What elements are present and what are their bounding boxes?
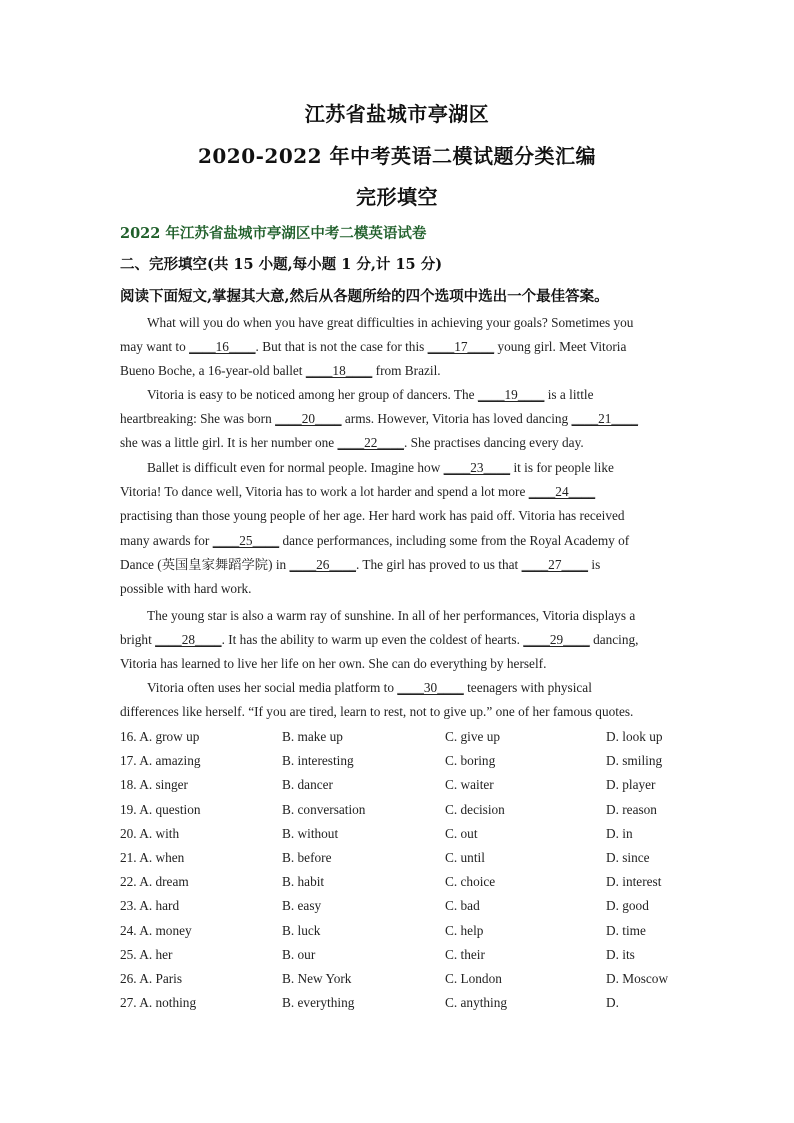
option-d: D. xyxy=(606,995,619,1011)
blank-25: ____25____ xyxy=(212,532,280,548)
option-d: D. look up xyxy=(606,729,663,744)
passage-text: . The girl has proved to us that xyxy=(356,556,522,572)
passage-text: dancing, xyxy=(589,632,639,648)
option-b: B. conversation xyxy=(282,801,366,817)
blank-26: ____26____ xyxy=(289,556,356,572)
option-a: 21. A. when xyxy=(120,849,185,865)
option-b: B. luck xyxy=(282,922,321,938)
option-a: 26. A. Paris xyxy=(120,970,183,986)
instruction-text: 阅读下面短文,掌握其大意,然后从各题所给的四个选项中选出一个最佳答案。 xyxy=(120,288,609,305)
question-24-options xyxy=(120,919,680,943)
option-b: B. everything xyxy=(282,995,355,1011)
exam-title: 2022 年江苏省盐城市亭湖区中考二模英语试卷 xyxy=(120,225,427,242)
blank-20: ____20____ xyxy=(275,411,342,427)
option-d: D. smiling xyxy=(606,753,663,769)
blank-22: ____22____ xyxy=(337,435,404,451)
passage-paragraph-3 xyxy=(120,456,665,601)
question-23-options xyxy=(120,894,680,918)
question-22-options xyxy=(120,870,680,894)
passage-text: Vitoria! To dance well, Vitoria has to work a lot harder and spend a lot more xyxy=(120,484,529,500)
option-c: C. boring xyxy=(445,753,496,769)
question-25-options xyxy=(120,943,680,967)
option-a: 16. A. grow up xyxy=(120,729,200,744)
passage-text: Vitoria often uses her social media platform to xyxy=(147,680,398,695)
option-c: C. until xyxy=(445,849,485,865)
option-d: D. its xyxy=(606,946,635,962)
passage-line xyxy=(120,480,665,504)
passage-line: possible with hard work. xyxy=(120,581,252,597)
option-a: 25. A. her xyxy=(120,946,173,962)
option-b: B. make up xyxy=(282,729,343,744)
passage-text: many awards for xyxy=(120,532,213,548)
option-d: D. since xyxy=(606,849,650,865)
blank-30: ____30____ xyxy=(397,680,464,695)
passage-text: she was a little girl. It is her number one xyxy=(120,435,338,451)
option-d: D. in xyxy=(606,825,633,841)
blank-23: ____23____ xyxy=(443,460,511,475)
option-c: C. anything xyxy=(445,995,508,1011)
option-b: B. easy xyxy=(282,898,322,914)
option-c: C. London xyxy=(445,970,502,986)
option-a: 27. A. nothing xyxy=(120,995,197,1011)
question-21-options xyxy=(120,846,680,870)
question-19-options xyxy=(120,798,680,822)
passage-line: Vitoria has learned to live her life on her own. She can do everything by herself. xyxy=(120,656,547,672)
passage-text: Bueno Boche, a 16-year-old ballet xyxy=(120,363,306,379)
passage-paragraph-1 xyxy=(120,311,665,384)
passage-line xyxy=(120,456,665,480)
option-c: C. help xyxy=(445,922,484,938)
option-b: B. our xyxy=(282,946,316,962)
passage-line: differences like herself. “If you are tired, learn to rest, not to give up.” one of her famous quotes. xyxy=(120,704,634,720)
passage-text: may want to xyxy=(120,339,190,355)
option-b: B. before xyxy=(282,849,332,865)
passage-text: teenagers with physical xyxy=(463,680,592,695)
passage-line xyxy=(120,383,665,407)
passage-paragraph-4 xyxy=(120,604,665,677)
blank-29: ____29____ xyxy=(523,632,590,648)
blank-24: ____24____ xyxy=(528,484,596,500)
option-a: 19. A. question xyxy=(120,801,201,817)
option-a: 24. A. money xyxy=(120,922,192,938)
passage-line xyxy=(120,529,665,553)
question-20-options xyxy=(120,822,680,846)
passage-text: . She practises dancing every day. xyxy=(403,435,584,451)
option-a: 18. A. singer xyxy=(120,777,188,793)
passage-paragraph-2 xyxy=(120,383,665,456)
passage-line xyxy=(120,359,665,383)
blank-17: ____17____ xyxy=(427,339,495,355)
question-27-options xyxy=(120,991,680,1015)
answer-options xyxy=(120,725,680,1015)
passage-text: arms. However, Vitoria has loved dancing xyxy=(341,411,572,427)
option-c: C. their xyxy=(445,946,485,962)
passage-line: What will you do when you have great difficulties in achieving your goals? Sometimes you xyxy=(147,315,634,330)
option-d: D. time xyxy=(606,922,646,938)
passage-line xyxy=(120,676,665,700)
option-a: 23. A. hard xyxy=(120,898,180,914)
blank-27: ____27____ xyxy=(521,556,589,572)
blank-16: ____16____ xyxy=(189,339,256,355)
option-d: D. good xyxy=(606,898,649,914)
option-b: B. interesting xyxy=(282,753,354,769)
passage-text: it is for people like xyxy=(510,460,614,475)
passage-text: Vitoria is easy to be noticed among her group of dancers. The xyxy=(147,387,478,402)
passage-text: from Brazil. xyxy=(372,363,441,379)
question-17-options xyxy=(120,749,680,773)
option-a: 20. A. with xyxy=(120,825,180,841)
passage-line xyxy=(120,553,665,577)
passage-text: Dance (英国皇家舞蹈学院) in xyxy=(120,556,290,572)
passage-line: The young star is also a warm ray of sunshine. In all of her performances, Vitoria displays a xyxy=(147,608,636,623)
document-title-years: 2020-2022 年中考英语二模试题分类汇编 xyxy=(197,144,597,168)
blank-19: ____19____ xyxy=(477,387,545,402)
option-d: D. reason xyxy=(606,801,657,817)
option-d: D. Moscow xyxy=(606,970,669,986)
option-b: B. habit xyxy=(282,874,325,890)
option-b: B. without xyxy=(282,825,339,841)
passage-text: dance performances, including some from the Royal Academy of xyxy=(279,532,630,548)
option-d: D. interest xyxy=(606,874,662,890)
question-18-options xyxy=(120,773,680,797)
passage-text: young girl. Meet Vitoria xyxy=(494,339,627,355)
passage-text: bright xyxy=(120,632,156,648)
blank-18: ____18____ xyxy=(305,363,373,379)
passage-text: . It has the ability to warm up even the coldest of hearts. xyxy=(221,632,524,648)
option-a: 22. A. dream xyxy=(120,874,189,890)
blank-28: ____28____ xyxy=(155,632,222,648)
question-26-options xyxy=(120,967,680,991)
passage-paragraph-5 xyxy=(120,676,665,724)
option-c: C. bad xyxy=(445,898,480,914)
question-16-options xyxy=(120,725,680,749)
passage-line: practising than those young people of her age. Her hard work has paid off. Vitoria has received xyxy=(120,508,625,524)
passage-line xyxy=(120,628,665,652)
option-c: C. decision xyxy=(445,801,505,817)
document-title-region: 江苏省盐城市亭湖区 xyxy=(304,102,490,126)
option-a: 17. A. amazing xyxy=(120,753,201,769)
option-c: C. out xyxy=(445,825,478,841)
option-b: B. dancer xyxy=(282,777,333,793)
passage-text: . But that is not the case for this xyxy=(255,339,428,355)
passage-text: is xyxy=(588,556,601,572)
document-title-topic: 完形填空 xyxy=(356,185,438,209)
option-d: D. player xyxy=(606,777,656,793)
passage-line xyxy=(120,335,665,359)
passage-text: heartbreaking: She was born xyxy=(120,411,276,427)
option-c: C. give up xyxy=(445,729,501,744)
section-title: 二、完形填空(共 15 小题,每小题 1 分,计 15 分) xyxy=(120,256,443,273)
passage-text: is a little xyxy=(544,387,594,402)
blank-21: ____21____ xyxy=(571,411,639,427)
passage-line xyxy=(120,431,665,455)
passage-line xyxy=(120,407,665,431)
passage-text: Ballet is difficult even for normal people. Imagine how xyxy=(147,460,444,475)
option-c: C. waiter xyxy=(445,777,494,793)
option-c: C. choice xyxy=(445,874,496,890)
option-b: B. New York xyxy=(282,970,352,986)
